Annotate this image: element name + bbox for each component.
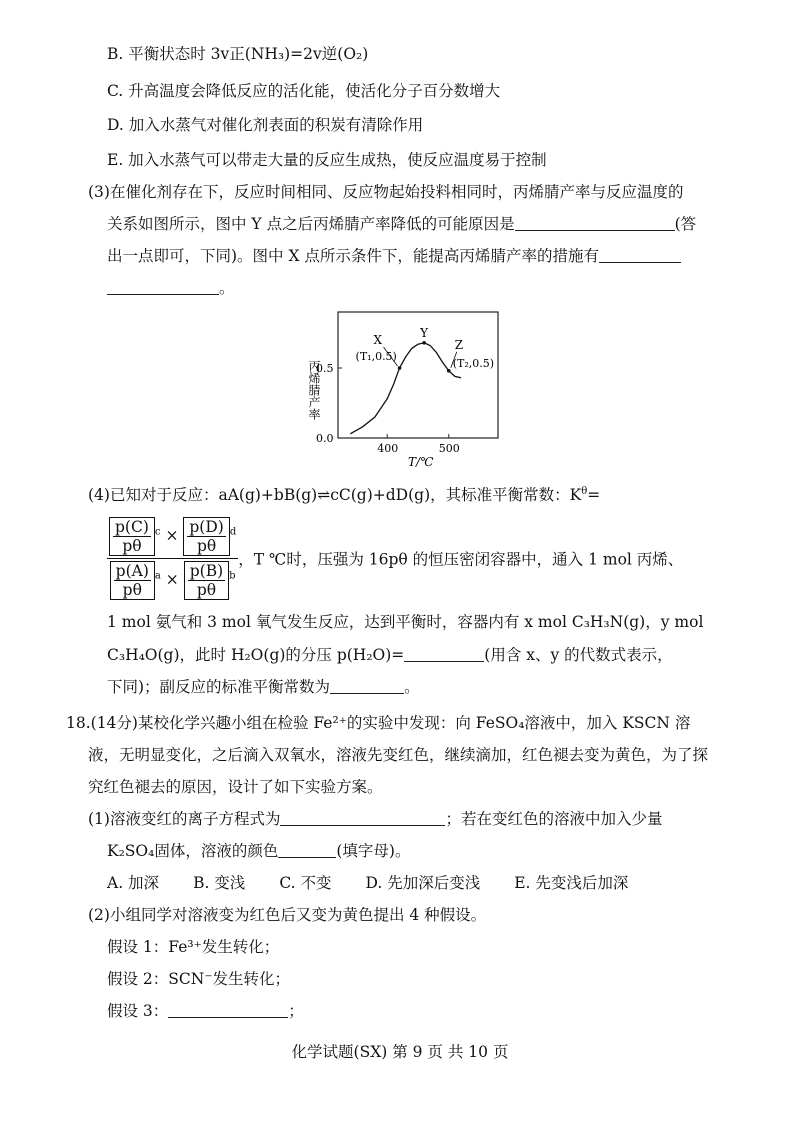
choice-d: D. 先加深后变浅 <box>365 874 481 892</box>
term-b: $\frac{p(B)}{p\theta}$ <box>184 561 229 600</box>
option-b: B. 平衡状态时 3v正(NH₃)=2v逆(O₂) <box>107 45 369 63</box>
choice-a: A. 加深 <box>107 874 160 892</box>
answer-blank <box>515 216 675 231</box>
answer-blank <box>278 843 336 858</box>
q17-4-line4-end: 。 <box>404 678 420 696</box>
hypothesis-2: 假设 2：SCN⁻发生转化； <box>107 970 291 988</box>
hypothesis-3-text: 假设 3： <box>107 1002 169 1020</box>
q17-3-line2-end: (答 <box>674 215 697 233</box>
term-a: $\frac{p(A)}{p\theta}$ <box>110 561 155 600</box>
q18-1-line1 <box>88 809 662 829</box>
point-z <box>447 369 451 373</box>
q17-3-line4 <box>107 278 235 298</box>
q17-4-eq: = <box>587 486 601 504</box>
x-tick-label: 400 <box>377 442 399 455</box>
option-c: C. 升高温度会降低反应的活化能，使活化分子百分数增大 <box>107 82 501 100</box>
q18-1-text: (1)溶液变红的离子方程式为 <box>88 810 281 828</box>
page-footer: 化学试题(SX) 第 9 页 共 10 页 <box>291 1043 509 1061</box>
q18-line1: 18.(14分)某校化学兴趣小组在检验 Fe²⁺的实验中发现：向 FeSO₄溶液中，加入 KSCN 溶 <box>66 714 691 732</box>
q17-4-line3 <box>107 645 673 665</box>
choice-e: E. 先变浅后加深 <box>514 874 629 892</box>
chart-svg <box>296 300 526 470</box>
q17-4-line2: 1 mol 氨气和 3 mol 氧气发生反应，达到平衡时，容器内有 x mol C₃H₃N(g)，y mol <box>107 613 704 631</box>
k-theta-formula <box>107 515 683 602</box>
q18-1-text4: (填字母)。 <box>336 842 411 860</box>
point-sub-z: (T₂,0.5) <box>452 356 495 370</box>
point-y <box>422 341 426 345</box>
hypothesis-3 <box>107 1001 304 1021</box>
answer-blank <box>599 248 681 263</box>
y-tick-label: 0.5 <box>316 362 334 375</box>
q18-1-line2 <box>107 841 410 861</box>
point-label-z: Z <box>454 337 464 352</box>
q18-1-text3: K₂SO₄固体，溶液的颜色 <box>107 842 279 860</box>
k-theta-sup: θ <box>581 485 588 497</box>
hypothesis-3-end: ； <box>288 1002 304 1020</box>
yield-temperature-chart <box>296 300 526 470</box>
answer-blank <box>330 679 404 694</box>
hypothesis-1: 假设 1：Fe³⁺发生转化； <box>107 938 280 956</box>
option-d: D. 加入水蒸气对催化剂表面的积炭有清除作用 <box>107 116 424 134</box>
q17-3-line4-end: 。 <box>219 279 235 297</box>
q18-1-text2: ；若在变红色的溶液中加入少量 <box>445 810 663 828</box>
q18-line3: 究红色褪去的原因，设计了如下实验方案。 <box>88 778 383 796</box>
choice-b: B. 变浅 <box>193 874 246 892</box>
plot-frame <box>338 312 498 438</box>
k-fraction <box>107 515 238 602</box>
q18-2: (2)小组同学对溶液变为红色后又变为黄色提出 4 种假设。 <box>88 906 487 924</box>
q17-3-line2-text: 关系如图所示，图中 Y 点之后丙烯腈产率降低的可能原因是 <box>107 215 515 233</box>
q18-line2: 液，无明显变化，之后滴入双氧水，溶液先变红色，继续滴加，红色褪去变为黄色，为了探 <box>88 746 709 764</box>
k-denominator: $\frac{p(A)}{p\theta}$ $^a$ × $\frac{p(B)}{p\theta}$ $^b$ <box>107 558 238 602</box>
k-numerator: $\frac{p(C)}{p\theta}$ $^c$ × $\frac{p(D)}{p\theta}$ $^d$ <box>107 515 238 558</box>
option-e: E. 加入水蒸气可以带走大量的反应生成热，使反应温度易于控制 <box>107 151 547 169</box>
y-axis-label: 丙烯腈产率 <box>307 360 321 420</box>
q18-choices <box>107 873 628 893</box>
q17-4-line3-text: C₃H₄O(g)，此时 H₂O(g)的分压 p(H₂O)= <box>107 646 405 664</box>
point-x <box>398 366 402 370</box>
q17-3-line1: (3)在催化剂存在下，反应时间相同、反应物起始投料相同时，丙烯腈产率与反应温度的 <box>88 183 684 201</box>
y-tick-label: 0.0 <box>316 432 334 445</box>
q17-4-after-frac: ，T ℃时，压强为 16pθ 的恒压密闭容器中，通入 1 mol 丙烯、 <box>238 550 684 569</box>
q17-4-intro-text: (4)已知对于反应：aA(g)+bB(g)⇌cC(g)+dD(g)，其标准平衡常数：K <box>88 486 582 504</box>
q17-4-line4-text: 下同)；副反应的标准平衡常数为 <box>107 678 331 696</box>
point-label-x: X <box>373 333 383 347</box>
q17-3-line2 <box>107 214 696 234</box>
q17-3-line3-text: 出一点即可，下同)。图中 X 点所示条件下，能提高丙烯腈产率的措施有 <box>107 247 599 265</box>
x-axis-label: T/℃ <box>408 455 434 469</box>
point-label-y: Y <box>420 325 429 340</box>
point-sub-x: (T₁,0.5) <box>355 350 397 363</box>
answer-blank <box>168 1003 288 1018</box>
answer-blank <box>280 811 445 826</box>
x-tick-label: 500 <box>438 442 460 455</box>
q17-3-line3 <box>107 246 681 266</box>
term-c: $\frac{p(C)}{p\theta}$ <box>109 517 155 556</box>
q17-4-line4 <box>107 677 420 697</box>
q17-4-intro <box>88 485 600 505</box>
term-d: $\frac{p(D)}{p\theta}$ <box>183 517 229 556</box>
choice-c: C. 不变 <box>279 874 332 892</box>
answer-blank <box>404 647 484 662</box>
q17-4-line3-end: (用含 x、y 的代数式表示， <box>484 646 673 664</box>
answer-blank <box>107 280 219 295</box>
